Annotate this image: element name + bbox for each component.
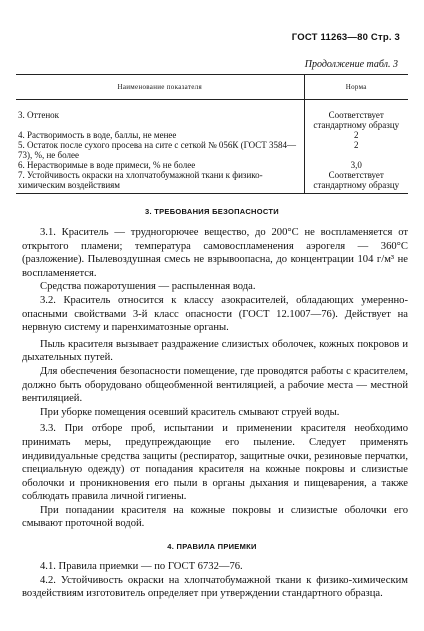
paragraph-fire-extinguishing: Средства пожаротушения — распыленная вода. <box>40 281 256 293</box>
table-row <box>16 140 408 160</box>
paragraph-3-3: 3.3. При отборе проб, испытании и применении красителя необходимо принимать меры, предупреждающие его пыление. Следует применять индивидуальные средства защиты (респиратор, защитные очки, резиновые перчатки, специальную одежду) от попадания красителя на кожные покровы и слизистые оболочки и проникновения его пыли в органы дыхания и пищеварения, а также соблюдать правила личной гигиены. <box>22 423 408 503</box>
table-row <box>16 100 408 131</box>
paragraph-cleaning: При уборке помещения осевший краситель смывают струей воды. <box>40 406 340 418</box>
section-3-heading: 3. ТРЕБОВАНИЯ БЕЗОПАСНОСТИ <box>144 207 279 216</box>
paragraph-4-1: 4.1. Правила приемки — по ГОСТ 6732—76. <box>40 561 243 572</box>
table-row <box>16 170 408 194</box>
row-indicator-name: 3. Оттенок <box>16 100 304 131</box>
section-4-body <box>22 560 408 601</box>
row-indicator-name: 7. Устойчивость окраски на хлопчатобумажной ткани к физико-химическим воздействиям <box>16 170 304 194</box>
column-header-norm: Норма <box>304 75 408 100</box>
paragraph-dust-irritation: Пыль красителя вызывает раздражение слизистых оболочек, кожных покровов и дыхательных путей. <box>22 338 408 364</box>
row-indicator-name: 5. Остаток после сухого просева на сите с сеткой № 056К (ГОСТ 3584—73), %, не более <box>16 140 304 160</box>
table-continuation-note: Продолжение табл. 3 <box>304 59 398 70</box>
row-norm-value: 2 <box>354 130 359 140</box>
table-row <box>16 160 408 170</box>
paragraph-4-2: 4.2. Устойчивость окраски на хлопчатобумажной ткани к физико-химическим воздействиям изготовитель определяет при утверждении стандартного образца. <box>22 574 408 600</box>
table-header-row <box>16 75 408 100</box>
column-header-indicator: Наименование показателя <box>16 75 304 100</box>
row-norm-value: 3,0 <box>350 160 362 170</box>
row-norm-value: 2 <box>354 140 359 150</box>
row-indicator-name: 6. Нерастворимые в воде примеси, % не более <box>16 160 304 170</box>
row-norm-value: Соответствует стандартному образцу <box>313 110 400 130</box>
page-header: ГОСТ 11263—80 Стр. 3 <box>291 32 400 43</box>
indicators-table <box>16 74 408 194</box>
paragraph-3-2: 3.2. Краситель относится к классу азокрасителей, обладающих умеренно-опасными свойствами 3-й класс опасности (ГОСТ 12.1007—76). Действует на нервную систему и паренхиматозные органы. <box>22 294 408 334</box>
row-indicator-name: 4. Растворимость в воде, баллы, не менее <box>16 130 304 140</box>
section-3-body <box>22 226 408 531</box>
table-row <box>16 130 408 140</box>
paragraph-ventilation: Для обеспечения безопасности помещение, где проводятся работы с красителем, должно быть оборудовано общеобменной вентиляцией, а рабочие места — местной вентиляцией. <box>22 365 408 405</box>
row-norm-value: Соответствует стандартному образцу <box>304 170 408 194</box>
paragraph-skin-contact: При попадании красителя на кожные покровы и слизистые оболочки его смывают проточной водой. <box>22 504 408 530</box>
paragraph-3-1: 3.1. Краситель — трудногорючее вещество, до 200°С не воспламеняется от открытого пламени; температура самовоспламенения аэрогеля — 360°С (разложение). Пылевоздушная смесь не взрывоопасна, до концентрации 104 г/м³ не воспламеняется. <box>22 227 408 279</box>
section-4-heading: 4. ПРАВИЛА ПРИЕМКИ <box>167 542 257 551</box>
